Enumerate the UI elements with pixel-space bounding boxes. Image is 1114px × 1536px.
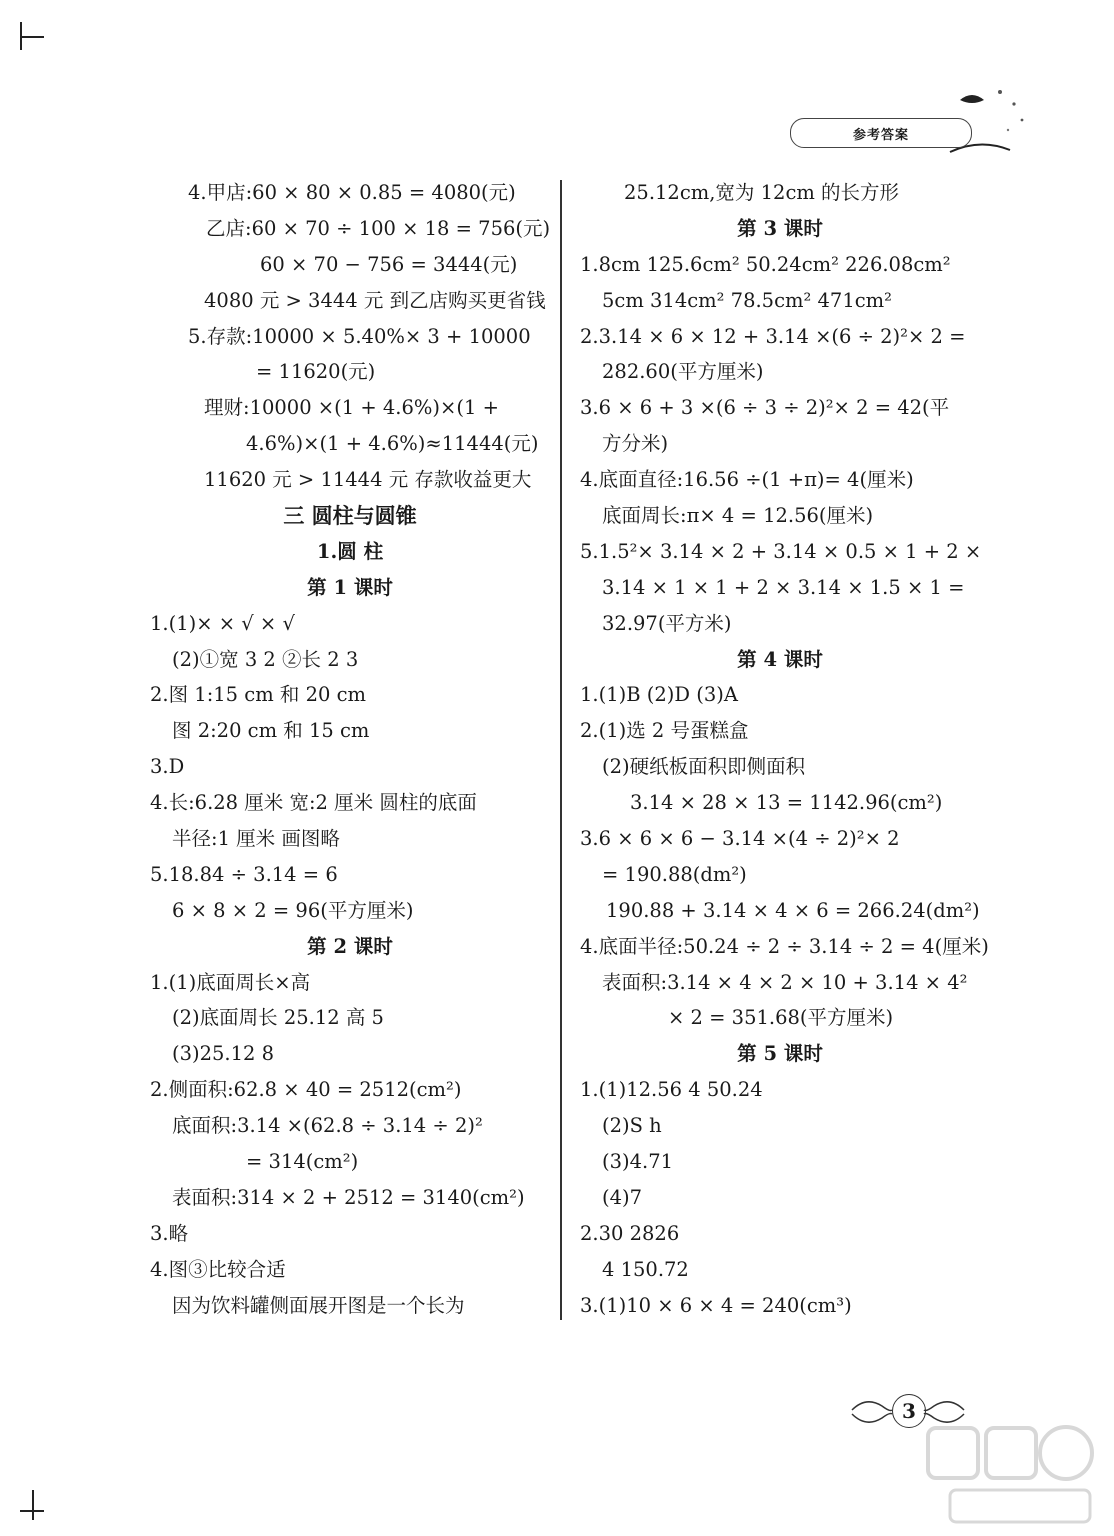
left-column-line: 乙店:60 × 70 ÷ 100 × 18 = 756(元)	[206, 216, 551, 240]
right-column-line: 5.1.5²× 3.14 × 2 + 3.14 × 0.5 × 1 + 2 ×	[580, 539, 982, 563]
left-column-line: 第 1 课时	[307, 575, 393, 599]
right-column-line: 4.底面半径:50.24 ÷ 2 ÷ 3.14 ÷ 2 = 4(厘米)	[580, 934, 989, 958]
left-column-line: 半径:1 厘米 画图略	[172, 827, 340, 851]
right-column-line: 底面周长:π× 4 = 12.56(厘米)	[602, 504, 874, 528]
column-divider	[560, 180, 562, 1320]
left-column-line: 2.侧面积:62.8 × 40 = 2512(cm²)	[150, 1078, 462, 1102]
left-column-line: (3)25.12 8	[172, 1042, 275, 1066]
left-column-line: 60 × 70 − 756 = 3444(元)	[260, 252, 518, 276]
right-column-line: × 2 = 351.68(平方厘米)	[668, 1006, 894, 1030]
right-column-line: 190.88 + 3.14 × 4 × 6 = 266.24(dm²)	[606, 898, 980, 922]
right-column-line: 282.60(平方厘米)	[602, 360, 764, 384]
crop-mark-top-left-v	[20, 22, 22, 50]
right-column-line: 3.14 × 28 × 13 = 1142.96(cm²)	[630, 791, 943, 815]
right-column-line: 25.12cm,宽为 12cm 的长方形	[624, 181, 900, 204]
right-column-line: 4.底面直径:16.56 ÷(1 +π)= 4(厘米)	[580, 468, 914, 492]
right-column-line: 2.(1)选 2 号蛋糕盒	[580, 719, 749, 743]
left-column-line: 2.图 1:15 cm 和 20 cm	[150, 683, 367, 707]
right-column-line: 1.8cm 125.6cm² 50.24cm² 226.08cm²	[580, 252, 951, 276]
left-column-line: 4.图③比较合适	[150, 1257, 286, 1281]
crop-mark-top-left-h	[20, 36, 44, 38]
left-column-line: 第 2 课时	[307, 934, 393, 958]
right-column-line: 4 150.72	[602, 1257, 689, 1281]
right-column-line: 32.97(平方米)	[602, 611, 732, 635]
right-column-line: 3.6 × 6 + 3 ×(6 ÷ 3 ÷ 2)²× 2 = 42(平	[580, 396, 950, 420]
left-column-line: 理财:10000 ×(1 + 4.6%)×(1 +	[204, 396, 499, 420]
right-column-line: (4)7	[602, 1185, 643, 1209]
left-column-line: 5.18.84 ÷ 3.14 = 6	[150, 862, 338, 886]
left-column-line: 3.略	[150, 1221, 189, 1245]
right-column-line: 表面积:3.14 × 4 × 2 × 10 + 3.14 × 4²	[602, 970, 968, 994]
right-column-line: 第 3 课时	[737, 216, 823, 240]
left-column-line: 因为饮料罐侧面展开图是一个长为	[172, 1293, 465, 1317]
right-column-line: = 190.88(dm²)	[602, 862, 747, 886]
left-column-line: 1.(1)× × √ × √	[150, 611, 295, 635]
left-column-line: 三 圆柱与圆锥	[283, 503, 417, 529]
left-column-line: 图 2:20 cm 和 15 cm	[172, 719, 370, 743]
left-column-line: 4.长:6.28 厘米 宽:2 厘米 圆柱的底面	[150, 791, 477, 815]
right-column-line: 5cm 314cm² 78.5cm² 471cm²	[602, 288, 892, 312]
left-column-line: 1.圆 柱	[316, 539, 384, 563]
left-column-line: 1.(1)底面周长×高	[150, 970, 311, 994]
left-column-line: 11620 元 > 11444 元 存款收益更大	[204, 468, 532, 492]
right-column-line: (2)硬纸板面积即侧面积	[602, 755, 806, 779]
left-column-line: 表面积:314 × 2 + 2512 = 3140(cm²)	[172, 1185, 525, 1209]
right-column-line: 3.(1)10 × 6 × 4 = 240(cm³)	[580, 1293, 852, 1317]
left-column-line: = 314(cm²)	[246, 1150, 359, 1174]
right-column-line: 3.6 × 6 × 6 − 3.14 ×(4 ÷ 2)²× 2	[580, 827, 900, 851]
watermark-logo-icon	[920, 1420, 1100, 1530]
right-column-line: 3.14 × 1 × 1 + 2 × 3.14 × 1.5 × 1 =	[602, 575, 965, 599]
right-column-line: 第 5 课时	[737, 1042, 823, 1066]
left-column-line: (2)底面周长 25.12 高 5	[172, 1006, 384, 1030]
right-column-line: 1.(1)12.56 4 50.24	[580, 1078, 763, 1102]
left-column-line: 4.6%)×(1 + 4.6%)≈11444(元)	[246, 432, 539, 456]
right-column	[580, 175, 989, 1324]
left-column-line: 5.存款:10000 × 5.40%× 3 + 10000	[188, 324, 531, 348]
left-column	[150, 175, 550, 1324]
right-column-line: 2.3.14 × 6 × 12 + 3.14 ×(6 ÷ 2)²× 2 =	[580, 324, 966, 348]
right-column-line: (2)S h	[602, 1114, 662, 1138]
right-column-line: (3)4.71	[602, 1150, 674, 1174]
right-column-line: 1.(1)B (2)D (3)A	[580, 683, 738, 707]
left-column-line: 4080 元 > 3444 元 到乙店购买更省钱	[204, 288, 546, 312]
left-column-line: = 11620(元)	[256, 360, 376, 384]
crop-mark-bottom-left-v	[32, 1490, 34, 1520]
left-column-line: (2)①宽 3 2 ②长 2 3	[172, 647, 359, 671]
right-column-line: 方分米)	[602, 432, 669, 456]
left-column-line: 底面积:3.14 ×(62.8 ÷ 3.14 ÷ 2)²	[172, 1114, 483, 1138]
right-column-line: 第 4 课时	[737, 647, 823, 671]
left-column-line: 3.D	[150, 755, 185, 779]
left-column-line: 6 × 8 × 2 = 96(平方厘米)	[172, 898, 414, 922]
page-number: 3	[892, 1394, 926, 1428]
left-column-line: 4.甲店:60 × 80 × 0.85 = 4080(元)	[188, 181, 516, 204]
answer-key-badge: 参考答案	[790, 118, 972, 148]
right-column-line: 2.30 2826	[580, 1221, 680, 1245]
